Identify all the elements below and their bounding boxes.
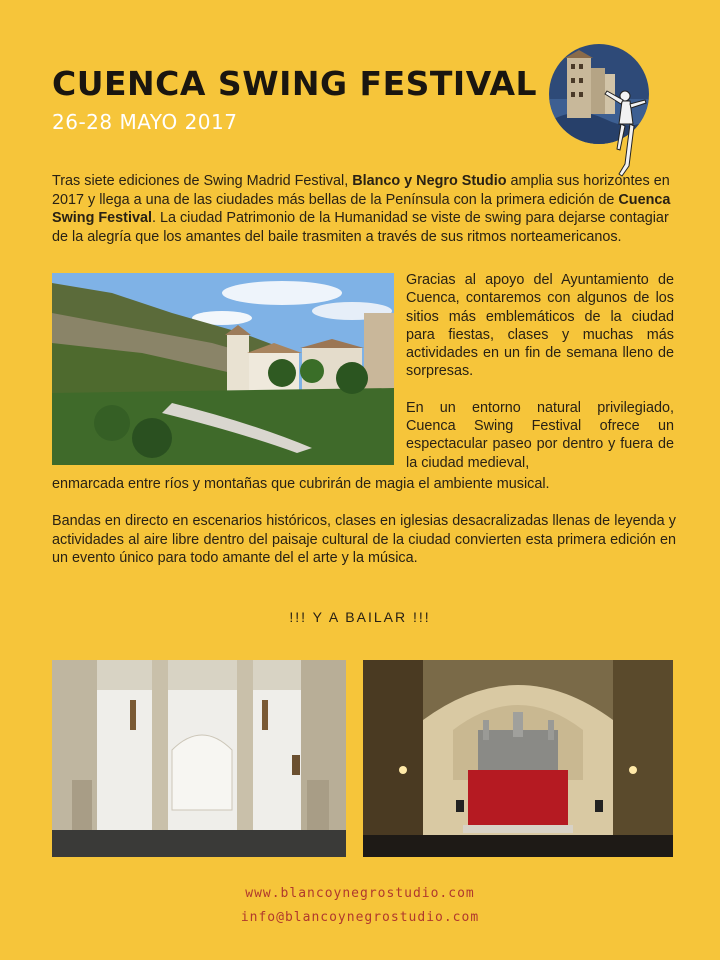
side-text [406, 271, 674, 490]
festival-title: CUENCA SWING FESTIVAL [52, 64, 538, 103]
support-paragraph: Gracias al apoyo del Ayuntamiento de Cuenca, contaremos con algunos de los sitios más emblemáticos de la ciudad para fiestas, clases y muchas más actividades en un fin de semana lleno de sorpresas. [406, 272, 674, 380]
environment-paragraph: En un entorno natural privilegiado, Cuenca Swing Festival ofrece un espectacular paseo por dentro y fuera de la ciudad medieval, [406, 399, 674, 471]
cuenca-landscape-photo [52, 273, 394, 465]
website-link[interactable]: www.blancoynegrostudio.com [245, 886, 475, 901]
festival-logo [545, 44, 655, 180]
bands-paragraph: Bandas en directo en escenarios históricos, clases en iglesias desacralizadas llenas de leyenda y actividades al aire libre dentro del paisaje cultural de la ciudad convierten esta primera edición en un evento único para todo amante del el arte y la música. [52, 513, 676, 567]
intro-paragraph: Tras siete ediciones de Swing Madrid Festival, Blanco y Negro Studio amplia sus horizontes en 2017 y llega a una de las ciudades más bellas de la Península con la primera edición de Cuenca Swing Festival. La ciudad Patrimonio de la Humanidad se viste de swing para dejarse contagiar de la alegría que los amantes del baile trasmiten a través de sus ritmos norteamericanos. [52, 173, 671, 245]
festival-name: Cuenca Swing Festival [52, 191, 671, 226]
festival-dates: 26-28 MAYO 2017 [52, 110, 238, 134]
church-interior-photo [52, 660, 346, 857]
studio-name: Blanco y Negro Studio [352, 173, 507, 189]
call-to-action: !!! Y A BAILAR !!! [289, 609, 431, 625]
environment-continuation: enmarcada entre ríos y montañas que cubrirán de magia el ambiente musical. [52, 476, 550, 492]
email-link[interactable]: info@blancoynegrostudio.com [240, 910, 480, 925]
church-stage-photo [363, 660, 673, 857]
